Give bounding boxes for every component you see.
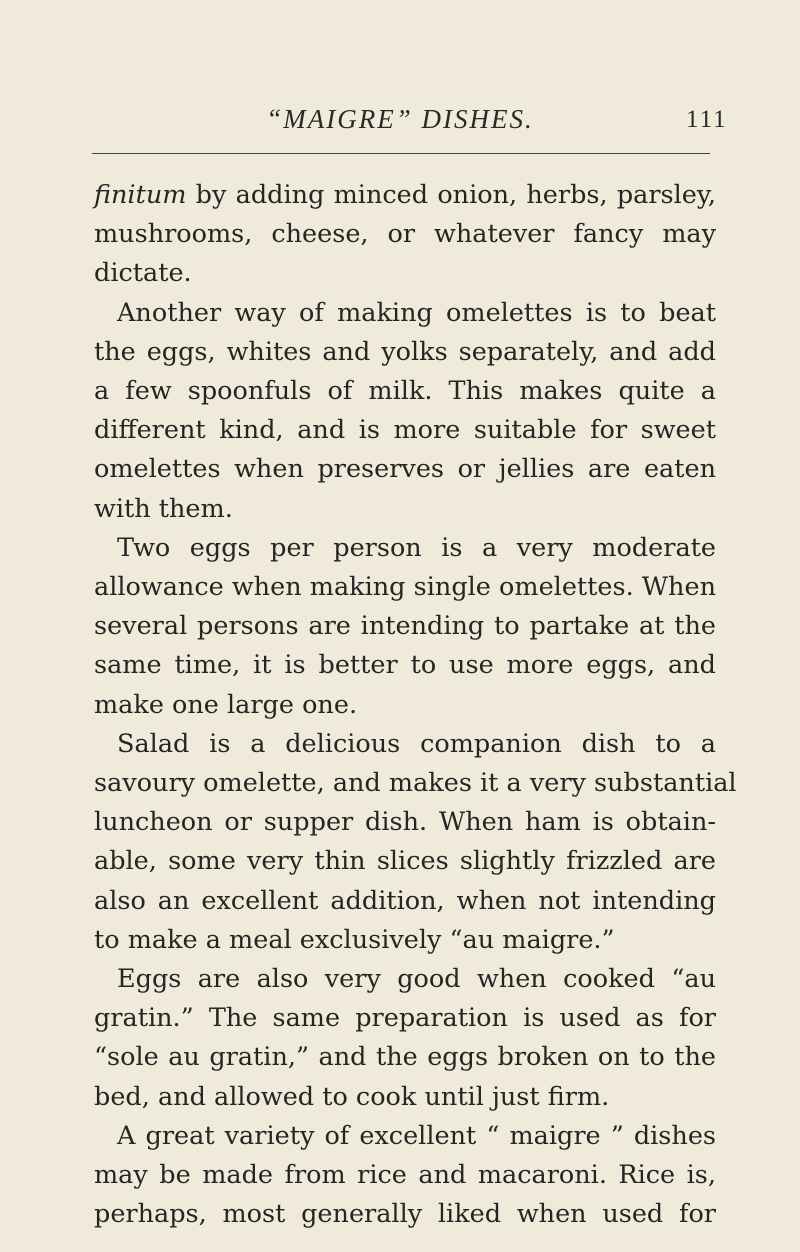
body-text: [94, 176, 737, 1234]
text-line: omelettes when preserves or jellies are eaten: [94, 454, 716, 485]
paragraph: [94, 529, 716, 725]
text-line: luncheon or supper dish. When ham is obtain-: [94, 807, 716, 838]
running-title: “MAIGRE” DISHES.: [266, 104, 534, 134]
text-line: savoury omelette, and makes it a very substantial: [94, 768, 737, 799]
paragraph: [94, 725, 737, 960]
paragraph: [94, 176, 716, 294]
text-line: several persons are intending to partake at the: [94, 611, 716, 642]
text-line: finitum by adding minced onion, herbs, parsley,: [94, 180, 716, 210]
text-line: make one large one.: [94, 689, 358, 720]
text-line: Salad is a delicious companion dish to a: [117, 728, 716, 759]
text-line: the eggs, whites and yolks separately, and add: [94, 336, 716, 367]
paragraph: [94, 294, 716, 529]
text-line: A great variety of excellent “ maigre ” dishes: [117, 1120, 716, 1151]
header-rule: [92, 153, 710, 154]
text-line: Two eggs per person is a very moderate: [117, 532, 716, 563]
paragraph: [94, 1117, 716, 1235]
text-line: may be made from rice and macaroni. Rice is,: [94, 1160, 716, 1191]
text-line: bed, and allowed to cook until just firm.: [94, 1081, 610, 1112]
text-line: allowance when making single omelettes. When: [94, 572, 716, 603]
text-line: “sole au gratin,” and the eggs broken on to the: [94, 1042, 716, 1073]
text-line: Eggs are also very good when cooked “au: [117, 964, 716, 995]
text-line: to make a meal exclusively “au maigre.”: [94, 924, 615, 955]
text-line: with them.: [94, 493, 233, 524]
text-line: mushrooms, cheese, or whatever fancy may: [94, 219, 716, 250]
page-number: 111: [686, 106, 728, 133]
paragraph: [94, 960, 716, 1117]
text-line: gratin.” The same preparation is used as for: [94, 1003, 716, 1034]
text-line: also an excellent addition, when not intending: [94, 885, 716, 916]
text-line: Another way of making omelettes is to beat: [117, 297, 716, 328]
page-header: [0, 104, 800, 140]
text-line: able, some very thin slices slightly frizzled are: [94, 846, 716, 877]
italic-word: finitum: [94, 180, 187, 210]
text-line: different kind, and is more suitable for sweet: [94, 415, 716, 446]
text-line: dictate.: [94, 258, 192, 289]
text-line: perhaps, most generally liked when used for: [94, 1199, 716, 1230]
text-line: same time, it is better to use more eggs, and: [94, 650, 716, 681]
text-line: a few spoonfuls of milk. This makes quite a: [94, 376, 716, 407]
